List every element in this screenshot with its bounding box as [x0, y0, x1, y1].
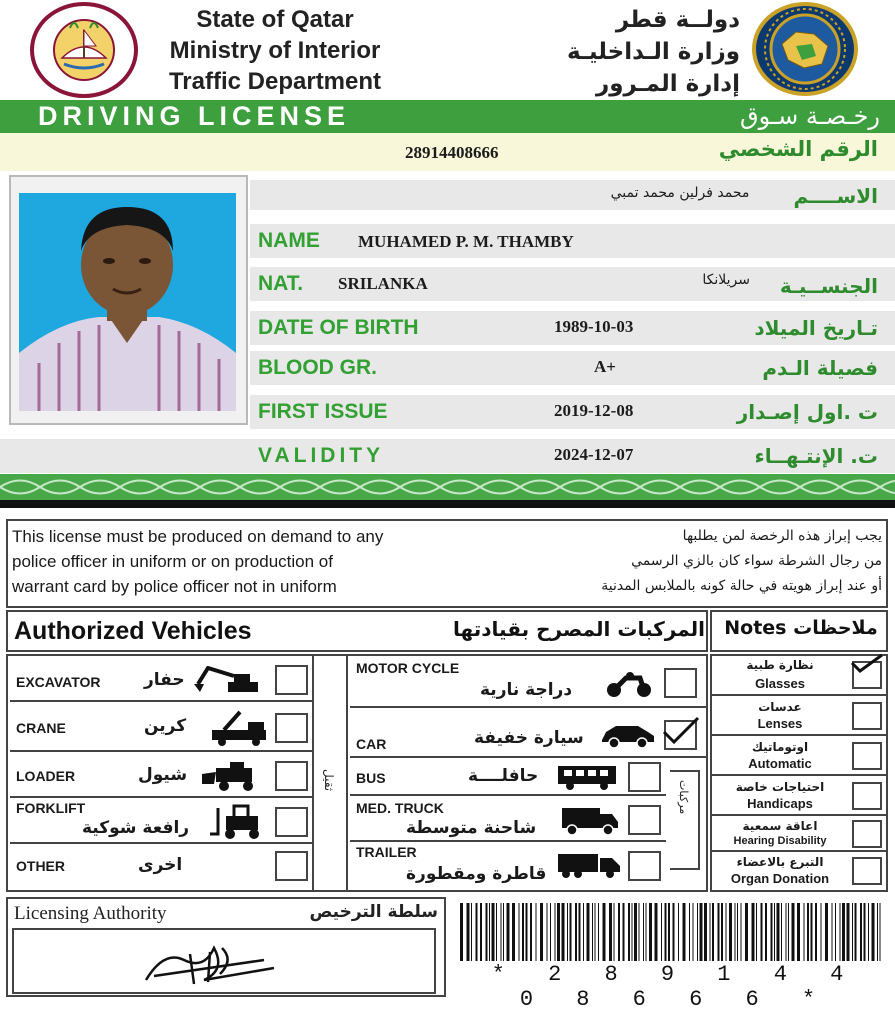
note-label-ar: عدسات — [758, 700, 802, 714]
vehicle-name: FORKLIFT — [16, 800, 86, 816]
vehicle-name-ar: كرين — [144, 716, 187, 736]
nationality-label-ar: الجنســيـة — [779, 274, 878, 298]
qatar-ministry-emblem — [30, 2, 138, 98]
barcode-bar — [840, 903, 841, 961]
barcode-bar — [683, 903, 686, 961]
header-department: Traffic Department — [168, 68, 382, 95]
loader-checkbox[interactable] — [275, 761, 308, 791]
trailer-checkbox[interactable] — [628, 851, 661, 881]
barcode-bar — [665, 903, 667, 961]
car-checkbox[interactable] — [664, 720, 697, 750]
barcode-bar — [618, 903, 620, 961]
barcode-bar — [614, 903, 615, 961]
name-label: NAME — [258, 229, 320, 252]
vehicles-side-label: مركبات — [677, 780, 690, 815]
vehicle-name: LOADER — [16, 768, 76, 784]
barcode-bar — [710, 903, 711, 961]
heavy-side-label: ثقيل — [322, 768, 336, 792]
vehicle-name-ar: رافعة شوكية — [82, 818, 190, 838]
note-row-hearing — [712, 818, 886, 852]
vehicle-row-forklift — [10, 800, 312, 844]
barcode-bar — [752, 903, 755, 961]
signature-box — [12, 928, 436, 994]
barcode-bar — [603, 903, 606, 961]
holder-nationality-ar: سريلانكا — [702, 272, 750, 288]
barcode-bar — [567, 903, 568, 961]
automatic-checkbox[interactable] — [852, 742, 882, 770]
organ-donation-checkbox[interactable] — [852, 857, 882, 885]
barcode-bar — [815, 903, 817, 961]
barcode-bar — [721, 903, 723, 961]
barcode-bar — [492, 903, 495, 961]
vehicle-row-trailer — [350, 844, 666, 890]
vehicle-name: MED. TRUCK — [356, 800, 444, 816]
vehicle-name: TRAILER — [356, 844, 417, 860]
barcode-bar — [643, 903, 644, 961]
barcode-number: * 2 8 9 1 4 4 0 8 6 6 6 * — [491, 962, 859, 1012]
barcode-bar — [704, 903, 707, 961]
barcode-bar — [503, 903, 504, 961]
license-title-ar: رخـصـة سـوق — [740, 102, 880, 130]
motorcycle-checkbox[interactable] — [664, 668, 697, 698]
header-ministry-ar: وزارة الـداخليـة — [567, 39, 740, 65]
forklift-icon — [210, 804, 270, 845]
barcode-bar — [592, 903, 593, 961]
barcode-bar — [628, 903, 630, 961]
note-label: Organ Donation — [730, 871, 830, 886]
dob-label: DATE OF BIRTH — [258, 316, 419, 339]
barcode-bar — [583, 903, 584, 961]
vehicle-row-other — [10, 846, 312, 890]
barcode-bar — [480, 903, 482, 961]
barcode-bar — [550, 903, 551, 961]
vehicle-name-ar: حافلــــة — [468, 766, 539, 786]
car-icon — [600, 722, 656, 753]
barcode-bar — [864, 903, 866, 961]
barcode-bar — [832, 903, 833, 961]
barcode-bar — [673, 903, 675, 961]
vehicle-name-ar: حفار — [144, 670, 185, 690]
barcode-bar — [786, 903, 787, 961]
barcode-bar — [639, 903, 640, 961]
vehicle-row-bus — [350, 760, 666, 796]
notice-line-ar: يجب إبراز هذه الرخصة لمن يطلبها — [682, 528, 882, 544]
barcode-bar — [697, 903, 698, 961]
vehicle-name-ar: سيارة خفيفة — [474, 728, 584, 748]
barcode-bar — [557, 903, 560, 961]
barcode-bar — [852, 903, 853, 961]
barcode-bar — [761, 903, 763, 961]
note-label: Hearing Disability — [733, 835, 827, 847]
blood-group-label: BLOOD GR. — [258, 356, 377, 379]
barcode-bar — [797, 903, 800, 961]
barcode-bar — [507, 903, 510, 961]
trailer-icon — [556, 850, 622, 885]
licensing-authority-label-ar: سلطة الترخيص — [309, 902, 438, 922]
notice-line-ar: أو عند إبراز هويته في حالة كونه بالملابس المدنية — [601, 578, 882, 594]
holder-nationality: SRILANKA — [338, 274, 428, 293]
note-label-ar: اوتوماتيك — [751, 740, 809, 754]
gcc-emblem — [752, 2, 858, 96]
header-state-ar: دولــة قطر — [615, 7, 740, 33]
barcode-bar — [735, 903, 736, 961]
vehicle-name-ar: شيول — [138, 765, 188, 785]
barcode-bar — [562, 903, 565, 961]
barcode-bar — [646, 903, 647, 961]
barcode-bar — [530, 903, 532, 961]
first-issue-label: FIRST ISSUE — [258, 400, 388, 423]
license-front — [0, 0, 895, 500]
barcode-bar — [536, 903, 537, 961]
barcode-bar — [781, 903, 782, 961]
barcode-bar — [486, 903, 488, 961]
barcode-bar — [835, 903, 836, 961]
vehicle-row-excavator — [10, 658, 312, 702]
holder-blood-group: A+ — [594, 357, 616, 376]
barcode-bar — [496, 903, 497, 961]
barcode-bar — [765, 903, 767, 961]
barcode-bar — [726, 903, 727, 961]
dob-label-ar: تـاريخ الميلاد — [754, 316, 878, 340]
barcode-bar — [668, 903, 670, 961]
first-issue-date: 2019-12-08 — [554, 401, 634, 420]
authorized-vehicles-title: Authorized Vehicles — [14, 617, 252, 645]
card-divider — [0, 500, 895, 508]
grid-divider — [346, 654, 348, 892]
other-checkbox[interactable] — [275, 851, 308, 881]
vehicle-name: BUS — [356, 770, 386, 786]
barcode-bar — [693, 903, 694, 961]
bus-checkbox[interactable] — [628, 762, 661, 792]
barcode-bar — [678, 903, 679, 961]
barcode-bar — [501, 903, 502, 961]
note-label-ar: احتياجات خاصة — [735, 780, 825, 794]
validity-label-ar: ت. الإنتـهــاء — [754, 444, 878, 468]
barcode-bar — [880, 903, 881, 961]
barcode-bar — [712, 903, 714, 961]
bus-icon — [556, 764, 620, 795]
barcode-bar — [460, 903, 463, 961]
barcode-bar — [489, 903, 490, 961]
vehicle-name: CAR — [356, 736, 387, 752]
blood-group-label-ar: فصيلة الـدم — [762, 356, 878, 380]
note-row-organ-donation — [712, 854, 886, 890]
barcode-bar — [777, 903, 780, 961]
glasses-checkbox[interactable] — [852, 661, 882, 689]
holder-name-ar: محمد فرلين محمد تمبي — [610, 185, 750, 201]
barcode-bar — [847, 903, 850, 961]
barcode-bar — [860, 903, 862, 961]
barcode-bar — [745, 903, 748, 961]
barcode-bar — [729, 903, 732, 961]
barcode-bar — [522, 903, 524, 961]
barcode-bar — [471, 903, 472, 961]
barcode-image — [452, 903, 888, 963]
note-label: Glasses — [755, 676, 805, 691]
barcode-bar — [579, 903, 581, 961]
barcode-bar — [868, 903, 869, 961]
barcode-bar — [519, 903, 520, 961]
notice-line: This license must be produced on demand to any — [12, 527, 384, 546]
vehicle-name: MOTOR CYCLE — [356, 660, 460, 676]
barcode-bar — [632, 903, 633, 961]
vehicle-row-car — [350, 710, 706, 758]
header-department-ar: إدارة المـرور — [595, 71, 740, 97]
barcode-bar — [774, 903, 775, 961]
barcode-bar — [825, 903, 828, 961]
validity-date: 2024-12-07 — [554, 445, 634, 464]
barcode-bar — [661, 903, 662, 961]
note-label-ar: التبرع بالاعضاء — [736, 855, 824, 869]
medium-truck-checkbox[interactable] — [628, 805, 661, 835]
english-header — [140, 4, 410, 97]
note-row-glasses — [712, 656, 886, 696]
lenses-checkbox[interactable] — [852, 702, 882, 730]
personal-id-label-ar: الرقم الشخصي — [718, 137, 878, 161]
note-label-ar: نظارة طبية — [746, 658, 814, 672]
barcode-bar — [575, 903, 577, 961]
truck-icon — [560, 806, 620, 841]
notice-arabic — [480, 524, 882, 599]
barcode-bar — [634, 903, 637, 961]
barcode-bar — [877, 903, 878, 961]
barcode-bar — [718, 903, 720, 961]
barcode-bar — [737, 903, 738, 961]
forklift-checkbox[interactable] — [275, 807, 308, 837]
note-row-lenses — [712, 698, 886, 736]
name-label-ar: الاســــم — [793, 184, 878, 208]
notice-line: police officer in uniform or on production of — [12, 552, 333, 571]
vehicle-row-medium-truck — [350, 798, 666, 842]
barcode-bar — [788, 903, 789, 961]
barcode-bar — [804, 903, 805, 961]
loader-icon — [200, 760, 264, 797]
note-label: Automatic — [748, 756, 812, 771]
barcode-bar — [811, 903, 813, 961]
vehicle-name: OTHER — [16, 858, 65, 874]
barcode-bar — [598, 903, 599, 961]
holder-dob: 1989-10-03 — [554, 317, 634, 336]
vehicle-name: CRANE — [16, 720, 66, 736]
notice-english — [12, 524, 522, 599]
first-issue-label-ar: ت .اول إصـدار — [736, 400, 878, 424]
barcode-bar — [655, 903, 658, 961]
barcode-bar — [649, 903, 652, 961]
barcode-bar — [792, 903, 795, 961]
grid-divider — [312, 654, 314, 892]
checkmark-icon — [850, 653, 884, 673]
barcode-bar — [623, 903, 625, 961]
barcode-bar — [587, 903, 590, 961]
barcode-bar — [741, 903, 742, 961]
vehicle-row-crane — [10, 704, 312, 752]
excavator-icon — [194, 666, 264, 701]
crane-truck-icon — [210, 710, 270, 751]
signature-image — [14, 930, 434, 992]
note-row-automatic — [712, 738, 886, 776]
vehicle-name-ar: شاحنة متوسطة — [406, 818, 537, 838]
vehicle-name: EXCAVATOR — [16, 674, 101, 690]
vehicle-name-ar: اخرى — [138, 855, 183, 875]
barcode-bar — [476, 903, 478, 961]
note-row-handicaps — [712, 778, 886, 816]
vehicle-name-ar: دراجة نارية — [480, 680, 573, 700]
barcode-bar — [821, 903, 822, 961]
holder-photo — [19, 193, 236, 411]
authorized-vehicles-title-ar: المركبات المصرح بقيادتها — [453, 617, 705, 641]
barcode-bar — [540, 903, 543, 961]
barcode-bar — [842, 903, 845, 961]
licensing-authority-label: Licensing Authority — [14, 903, 167, 924]
header-state: State of Qatar — [196, 6, 354, 33]
license-title: DRIVING LICENSE — [38, 101, 351, 131]
vehicle-name-ar: قاطرة ومقطورة — [406, 864, 547, 884]
arabic-header — [560, 4, 740, 100]
barcode-bar — [855, 903, 857, 961]
note-label: Handicaps — [747, 796, 813, 811]
crane-checkbox[interactable] — [275, 713, 308, 743]
notice-line-ar: من رجال الشرطة سواء كان بالزي الرسمي — [631, 553, 882, 569]
checkmark-icon — [660, 716, 700, 746]
barcode-bar — [700, 903, 703, 961]
barcode-bar — [570, 903, 572, 961]
holder-name: MUHAMED P. M. THAMBY — [358, 232, 574, 251]
barcode-bar — [771, 903, 773, 961]
notes-title: Notes ملاحظات — [724, 617, 878, 639]
note-label: Lenses — [757, 716, 803, 731]
nationality-label: NAT. — [258, 272, 304, 295]
vehicle-row-loader — [10, 754, 312, 798]
barcode-bar — [689, 903, 690, 961]
barcode-bar — [807, 903, 809, 961]
header-ministry: Ministry of Interior — [169, 37, 381, 64]
hearing-checkbox[interactable] — [852, 820, 882, 848]
vehicle-row-motorcycle — [350, 658, 706, 708]
notice-line: warrant card by police officer not in uniform — [12, 577, 337, 596]
motorcycle-icon — [604, 670, 654, 703]
barcode-bar — [609, 903, 612, 961]
handicaps-checkbox[interactable] — [852, 782, 882, 810]
barcode-bar — [547, 903, 548, 961]
barcode-bar — [467, 903, 470, 961]
decorative-pattern — [0, 474, 895, 500]
barcode-bar — [756, 903, 757, 961]
barcode-bar — [526, 903, 528, 961]
barcode-bar — [555, 903, 556, 961]
personal-id-number: 28914408666 — [405, 143, 499, 162]
barcode-bar — [512, 903, 515, 961]
barcode-bar — [595, 903, 596, 961]
validity-label: VALIDITY — [258, 444, 385, 467]
barcode-bar — [872, 903, 875, 961]
excavator-checkbox[interactable] — [275, 665, 308, 695]
note-label-ar: اعاقة سمعية — [742, 819, 818, 833]
